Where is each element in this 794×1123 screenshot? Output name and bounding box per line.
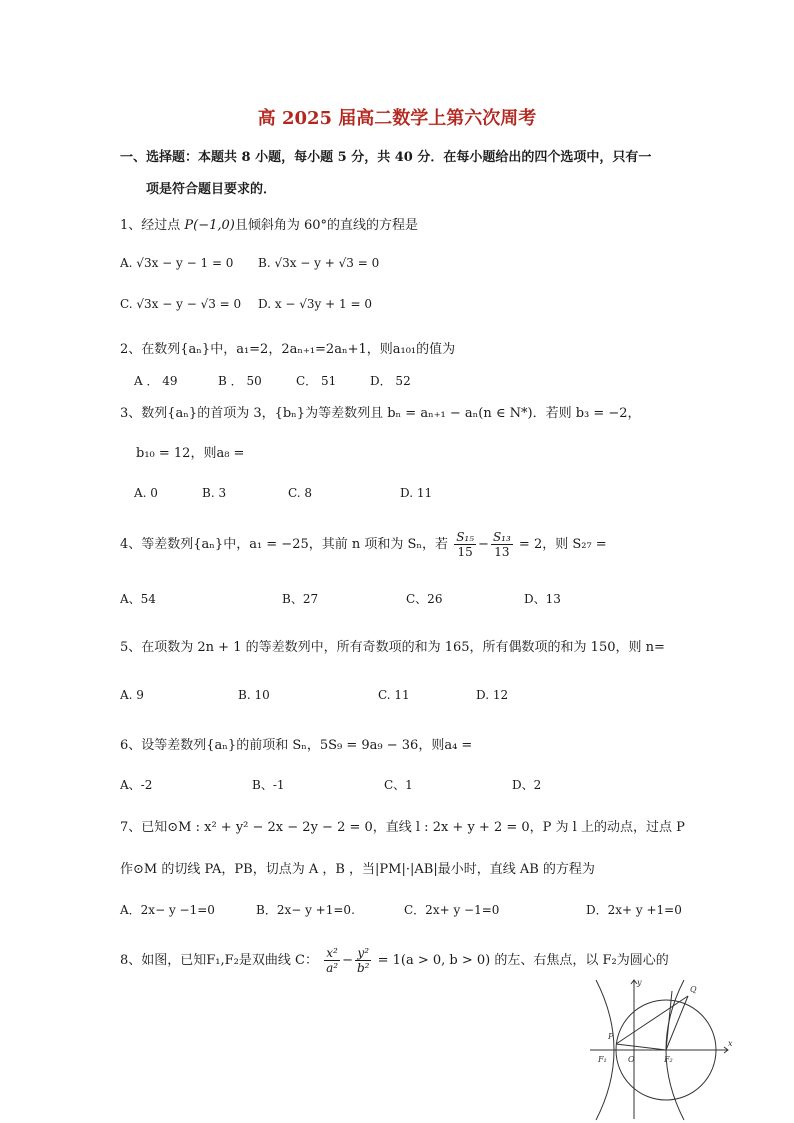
q4-option-c: C、26 — [406, 592, 443, 606]
q1-point: P(−1,0) — [184, 218, 235, 233]
q8-text-b: = 1(a > 0, b > 0) 的左、右焦点，以 F₂为圆心的 — [377, 953, 669, 968]
q8-fraction-2 — [355, 946, 372, 975]
q3-option-b: B. 3 — [202, 486, 227, 500]
question-6: 6、设等差数列{aₙ}的前项和 Sₙ，5S₉ = 9a₉ − 36，则a₄ = — [120, 738, 473, 753]
q1-text-a: 1、经过点 — [120, 218, 185, 233]
label-q: Q — [690, 985, 697, 994]
q8-frac1-num: x² — [324, 946, 340, 961]
q8-frac1-den: a² — [326, 961, 339, 975]
q7-option-a: A．2x− y −1=0 — [120, 903, 215, 917]
q4-option-a: A、54 — [120, 592, 156, 606]
q4-frac1-den: 15 — [457, 545, 473, 559]
q1-option-b: B. √3x − y + √3 = 0 — [258, 256, 380, 270]
q5-option-c: C. 11 — [378, 688, 410, 702]
question-1 — [120, 214, 418, 233]
q5-option-d: D. 12 — [476, 688, 509, 702]
q5-option-b: B. 10 — [238, 688, 270, 702]
q4-frac2-den: 13 — [494, 545, 510, 559]
label-f2: F₂ — [664, 1055, 673, 1064]
question-5: 5、在项数为 2n + 1 的等差数列中，所有奇数项的和为 165，所有偶数项的和为 150，则 n= — [120, 640, 665, 655]
q7-option-b: B．2x− y +1=0. — [256, 903, 355, 917]
q4-frac2-num: S₁₃ — [492, 530, 511, 544]
q4-fraction-2 — [491, 530, 513, 559]
q4-text-b: = 2，则 S₂₇ = — [518, 537, 607, 552]
q6-option-c: C、1 — [384, 778, 413, 792]
question-2: 2、在数列{aₙ}中，a₁=2，2aₙ₊₁=2aₙ+1，则a₁₀₁的值为 — [120, 342, 456, 357]
section-heading: 一、选择题：本题共 8 小题，每小题 5 分，共 40 分．在每小题给出的四个选项中，只有一 — [120, 150, 652, 165]
q2-option-b: B ． 50 — [218, 374, 262, 388]
q1-option-a: A. √3x − y − 1 = 0 — [120, 256, 234, 270]
q6-option-a: A、-2 — [120, 778, 153, 792]
label-y: y — [637, 978, 642, 987]
label-o: O — [628, 1055, 635, 1064]
q1-option-d: D. x − √3y + 1 = 0 — [258, 297, 372, 311]
hyperbola-figure — [588, 976, 736, 1121]
label-x: x — [728, 1039, 733, 1048]
q2-option-c: C． 51 — [296, 374, 337, 388]
q2-option-a: A ． 49 — [134, 374, 178, 388]
q1-option-c: C. √3x − y − √3 = 0 — [120, 297, 242, 311]
q6-option-d: D、2 — [512, 778, 542, 792]
section-heading-cont: 项是符合题目要求的． — [146, 182, 277, 197]
q4-minus: − — [478, 537, 489, 552]
question-3-cont: b₁₀ = 12，则a₈ = — [136, 446, 245, 461]
line-f2q — [666, 996, 688, 1050]
q3-option-c: C. 8 — [288, 486, 313, 500]
q4-text-a: 4、等差数列{aₙ}中，a₁ = −25，其前 n 项和为 Sₙ，若 — [120, 537, 449, 552]
q8-frac2-num: y² — [355, 946, 372, 961]
q7-option-c: C．2x+ y −1=0 — [404, 903, 500, 917]
question-7: 7、已知⊙M : x² + y² − 2x − 2y − 2 = 0，直线 l : 2x + y + 2 = 0，P 为 l 上的动点，过点 P — [120, 820, 685, 835]
label-p: P — [608, 1032, 614, 1041]
q5-option-a: A. 9 — [120, 688, 144, 702]
q4-option-b: B、27 — [282, 592, 319, 606]
q4-frac1-num: S₁₅ — [456, 530, 475, 544]
q8-fraction-1 — [324, 946, 340, 975]
q3-option-a: A. 0 — [134, 486, 158, 500]
question-7-cont: 作⊙M 的切线 PA，PB，切点为 A ，B ，当|PM|·|AB|最小时，直线 AB 的方程为 — [120, 862, 595, 877]
q2-option-d: D． 52 — [370, 374, 411, 388]
question-8 — [120, 946, 669, 975]
line-pf2 — [616, 1044, 666, 1050]
q4-fraction-1 — [454, 530, 476, 559]
q1-text-b: 且倾斜角为 60°的直线的方程是 — [234, 218, 419, 233]
q3-option-d: D. 11 — [400, 486, 433, 500]
page-title: 高 2025 届高二数学上第六次周考 — [257, 108, 537, 129]
line-pq — [616, 996, 688, 1044]
question-3: 3、数列{aₙ}的首项为 3，{bₙ}为等差数列且 bₙ = aₙ₊₁ − aₙ(n ∈ N*)．若则 b₃ = −2， — [120, 406, 641, 421]
q7-option-d: D．2x+ y +1=0 — [586, 903, 682, 917]
q6-option-b: B、-1 — [252, 778, 285, 792]
q8-frac2-den: b² — [356, 961, 370, 975]
question-4 — [120, 530, 607, 559]
q8-text-a: 8、如图，已知F₁,F₂是双曲线 C： — [120, 953, 318, 968]
q8-minus: − — [342, 953, 353, 968]
q4-option-d: D、13 — [524, 592, 561, 606]
label-f1: F₁ — [598, 1055, 607, 1064]
